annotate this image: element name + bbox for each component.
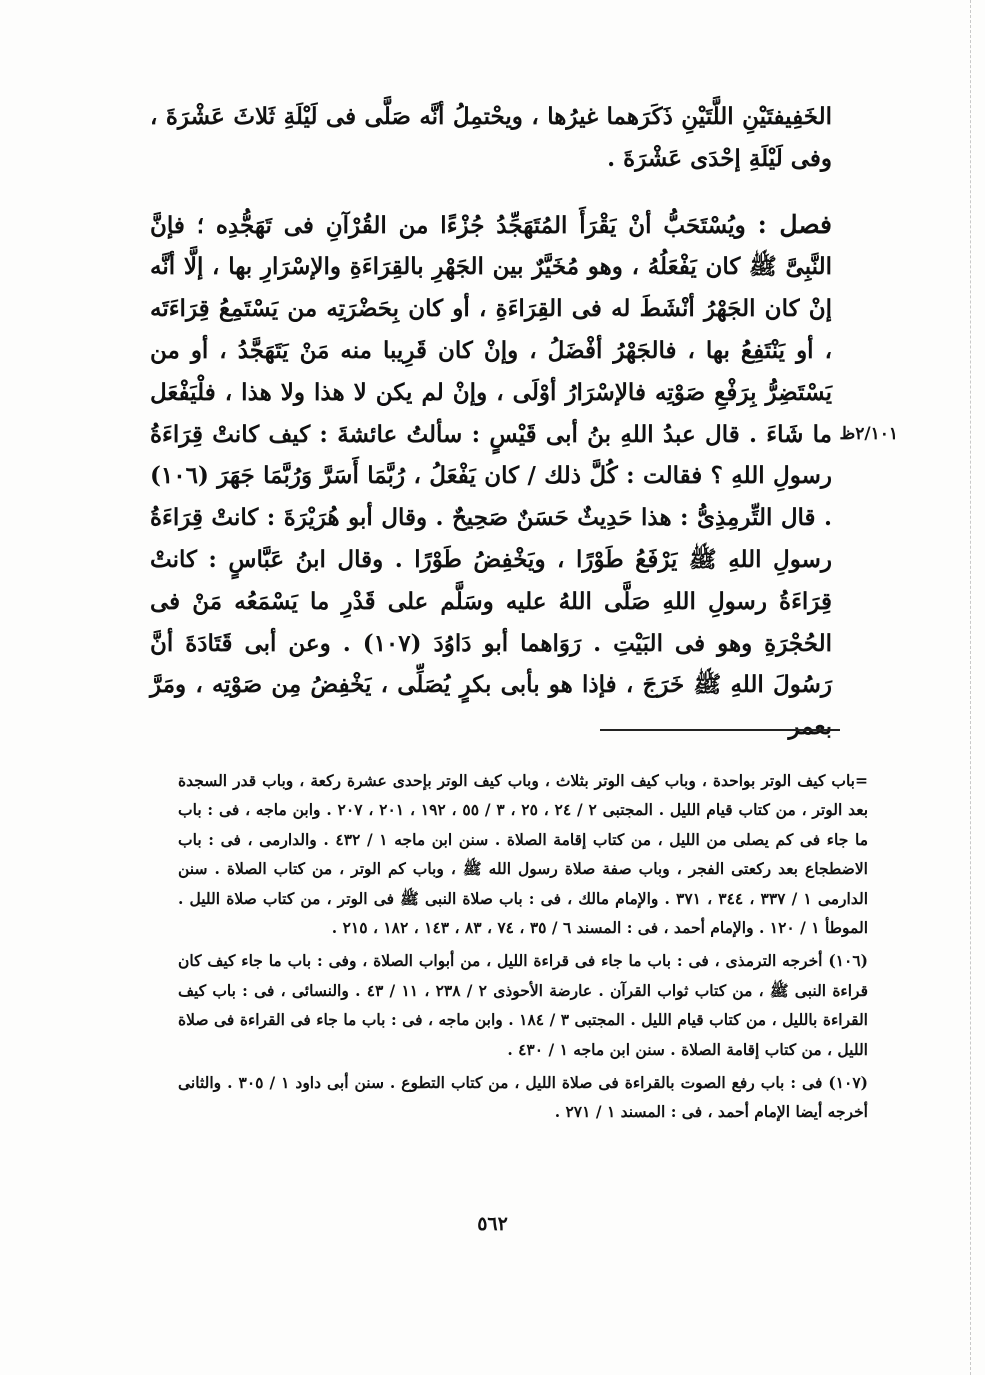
footnote-continued: =باب كيف الوتر بواحدة ، وباب كيف الوتر بثلاث ، وباب كيف الوتر بإحدى عشرة ركعة ، وباب قدر السجدة بعد الوتر ، من كتاب قيام الليل . المجتبى ٢ / ٢٤ ، ٢٥ ، ٣ / ٥٥ ، ١٩٢ ، ٢٠١ ، ٢٠٧ . وابن ماجه ، فى : باب ما جاء فى كم يصلى من الليل ، من كتاب إقامة الصلاة . سنن ابن ماجه ١ / ٤٣٢ . والدارمى ، فى : باب الاضطجاع بعد ركعتى الفجر ، وباب صفة صلاة رسول الله ﷺ ، وباب كم الوتر ، من كتاب الصلاة . سنن الدارمى ١ / ٣٣٧ ، ٣٤٤ ، ٣٧١ . والإمام مالك ، فى : باب صلاة النبى ﷺ فى الوتر ، من كتاب صلاة الليل . الموطأ ١ / ١٢٠ . والإمام أحمد ، فى : المسند ٦ / ٣٥ ، ٧٤ ، ٨٣ ، ١٤٣ ، ١٨٢ ، ٢١٥ . [178, 771, 869, 938]
main-text [150, 96, 832, 748]
footnotes [178, 766, 868, 1131]
paragraph-2 [150, 204, 832, 748]
scan-edge-line [970, 0, 971, 1375]
footnote-separator [600, 729, 840, 731]
section-heading: فصل : [757, 209, 832, 239]
footnote-106: (١٠٦) أخرجه الترمذى ، فى : باب ما جاء فى قراءة الليل ، من أبواب الصلاة ، وفى : باب ما جاء كيف كان قراءة النبى ﷺ ، من كتاب ثواب القرآن . عارضة الأحوذى ٢ / ٢٣٨ ، ١١ / ٤٣ . والنسائى ، فى : باب كيف القراءة بالليل ، من كتاب قيام الليل . المجتبى ٣ / ١٨٤ . وابن ماجه ، فى : باب ما جاء فى القراءة فى صلاة الليل ، من كتاب إقامة الصلاة . سنن ابن ماجه ١ / ٤٣٠ . [178, 951, 868, 1059]
manuscript-folio-ref: ٢/١٠١ظ [839, 424, 898, 444]
paragraph-2-text: ويُسْتَحَبُّ أنْ يَقْرَأَ المُتَهَجِّدُ جُزْءًا من القُرْآنِ فى تَهَجُّدِه ؛ فإنَّ النَّبِىَّ ﷺ كان يَفْعَلُهُ ، وهو مُخَيَّرٌ بين الجَهْرِ بالقِرَاءَةِ والإسْرَارِ بها ، إلَّا أنَّه إنْ كان الجَهْرُ أنْشَطَ له فى القِرَاءَةِ ، أو كان بِحَضْرَتِه من يَسْتَمِعُ قِرَاءَتَه ، أو يَنْتَفِعُ بها ، فالجَهْرُ أفْضَلُ ، وإنْ كان قَرِيبا منه مَنْ يَتَهَجَّدُ ، أو من يَسْتَضِرُّ بِرَفْعِ صَوْتِه فالإسْرَارُ أوْلَى ، وإنْ لم يكن لا هذا ولا هذا ، فلْيَفْعَل ما شَاءَ . قال عبدُ اللهِ بنُ أبى قَيْسٍ : سألتُ عائشةَ : كيف كانتْ قِرَاءَةُ رسولِ اللهِ ؟ فقالت : كُلَّ ذلك / كان يَفْعَلُ ، رُبَّمَا أَسَرَّ وَرُبَّمَا جَهَرَ (١٠٦) . قال التِّرمِذِىُّ : هذا حَدِيثٌ حَسَنٌ صَحِيحٌ . وقال أبو هُرَيْرَةَ : كانتْ قِرَاءَةُ رسولِ اللهِ ﷺ يَرْفَعُ طَوْرًا ، ويَخْفِضُ طَوْرًا . وقال ابنُ عَبَّاسٍ : كانتْ قِرَاءَةُ رسولِ اللهِ صَلَّى اللهُ عليه وسَلَّم على قَدْرِ ما يَسْمَعُه مَنْ فى الحُجْرَةِ وهو فى البَيْتِ . رَوَاهما أبو دَاوُدَ (١٠٧) . وعن أبى قَتَادَةَ أنَّ رَسُولَ اللهِ ﷺ خَرَجَ ، فإذا هو بأبى بكرٍ يُصَلِّى ، يَخْفِضُ مِن صَوْتِه ، ومَرَّ بعمر [150, 211, 832, 741]
page-number: ٥٦٢ [477, 1213, 508, 1235]
footnote-107: (١٠٧) فى : باب رفع الصوت بالقراءة فى صلاة الليل ، من كتاب التطوع . سنن أبى داود ١ / ٣٠٥ . والثانى أخرجه أيضا الإمام أحمد ، فى : المسند ١ / ٢٧١ . [178, 1073, 868, 1122]
paragraph-1: الخَفِيفتَيْنِ اللَّتَيْنِ ذَكَرَهما غيرُها ، ويحْتمِلُ أنَّه صَلَّى فى لَيْلَةِ ثَلاثَ عَشْرَةَ ، وفى لَيْلَةِ إحْدَى عَشْرَةَ . [150, 103, 832, 172]
